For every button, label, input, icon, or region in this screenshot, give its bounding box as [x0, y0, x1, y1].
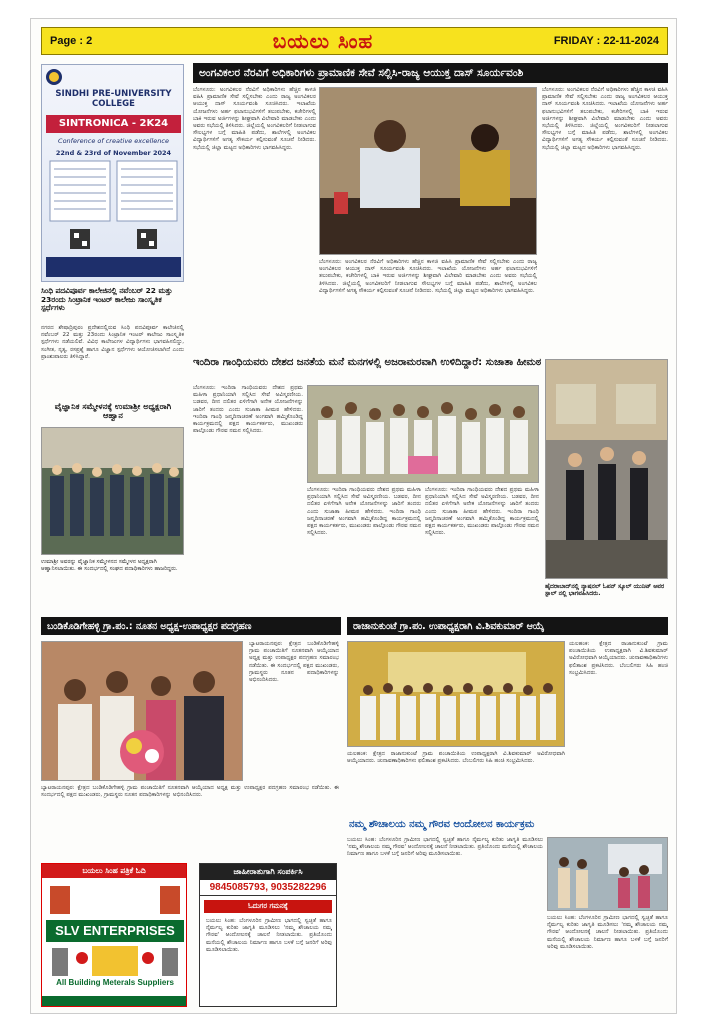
- slv-ad-company-name: SLV ENTERPRISES: [46, 920, 184, 942]
- sindhi-body: ನಗರದ ಶೇಷಾದ್ರಿಪುರಂ ಪ್ರದೇಶದಲ್ಲಿರುವ ಸಿಂಧಿ ಪದವಿಪೂರ್ವ ಕಾಲೇಜಿನಲ್ಲಿ ನವೆಂಬರ್ 22 ಮತ್ತು 23ರಂದು ಸಿಂಟ್ರಾನಿಕ ಇಂಟರ್ ಕಾಲೇಜು ಸಾಂಸ್ಕೃತಿಕ ಸ್ಪರ್ಧೆಗಳು ನಡೆಯಲಿವೆ. ವಿವಿಧ ಕಾಲೇಜುಗಳ ವಿದ್ಯಾರ್ಥಿಗಳು ಭಾಗವಹಿಸಲಿದ್ದು, ಸಂಗೀತ, ನೃತ್ಯ, ರಸಪ್ರಶ್ನೆ ಹಾಗೂ ವಿಜ್ಞಾನ ಸ್ಪರ್ಧೆಗಳು ಆಯೋಜಿಸಲಾಗಿದೆ ಎಂದು ಪ್ರಾಂಶುಪಾಲರು ತಿಳಿಸಿದ್ದಾರೆ.: [41, 325, 184, 360]
- classified-ad-notice-bar: ಓದುಗರ ಗಮನಕ್ಕೆ: [204, 900, 332, 913]
- hyderabad-photo: [545, 359, 668, 579]
- indira-headline: ಇಂದಿರಾ ಗಾಂಧಿಯವರು ದೇಶದ ಜನತೆಯ ಮನೆ ಮನಗಳಲ್ಲಿ ಅಜರಾಮರವಾಗಿ ಉಳಿದಿದ್ದಾರೆ: ಸುಜಾತಾ ಹೀಮಠ: [193, 357, 542, 368]
- bandikodigehalli-headline: ಬಂಡಿಕೊಡಿಗೇಹಳ್ಳಿ ಗ್ರಾ.ಪಂ.: ನೂತನ ಅಧ್ಯಕ್ಷ-ಉಪಾಧ್ಯಕ್ಷರ ಪದಗ್ರಹಣ: [41, 617, 341, 635]
- newspaper-title: ಬಯಲು ಸಿಂಹ: [272, 29, 374, 53]
- lead-photo: [319, 87, 537, 255]
- felicitation-photo-illustration: [42, 642, 243, 781]
- shouchalaya-body-left: ಬಯಲು ಸಿಂಹ: ಬೆಂಗಳೂರಿನ ಗ್ರಾಮೀಣ ಭಾಗದಲ್ಲಿ ಸ್ವಚ್ಛತೆ ಹಾಗೂ ನೈರ್ಮಲ್ಯ ಕುರಿತು ಜಾಗೃತಿ ಮೂಡಿಸಲು 'ನಮ್ಮ ಶೌಚಾಲಯ ನಮ್ಮ ಗೌರವ' ಆಂದೋಲನಕ್ಕೆ ಚಾಲನೆ ನೀಡಲಾಯಿತು. ಪ್ರತಿಯೊಂದು ಮನೆಯಲ್ಲಿ ಶೌಚಾಲಯ ನಿರ್ಮಾಣ ಹಾಗೂ ಬಳಕೆ ಬಗ್ಗೆ ಜನರಿಗೆ ಅರಿವು ಮೂಡಿಸಲಾಯಿತು.: [347, 837, 543, 858]
- classified-ad-phone: 9845085793, 9035282296: [200, 880, 336, 896]
- lead-body-col1: ಬೆಂಗಳೂರು: ಅಂಗವಿಕಲರ ನೆರವಿಗೆ ಅಧಿಕಾರಿಗಳು ಹೆಚ್ಚಿನ ಕಾಳಜಿ ವಹಿಸಿ ಪ್ರಾಮಾಣಿಕ ಸೇವೆ ಸಲ್ಲಿಸಬೇಕು ಎಂದು ರಾಜ್ಯ ಅಂಗವಿಕಲರ ಆಯುಕ್ತ ದಾಸ್ ಸೂರ್ಯವಂಶಿ ಸೂಚಿಸಿದರು. ಇಲಾಖೆಯ ಯೋಜನೆಗಳು ಅರ್ಹ ಫಲಾನುಭವಿಗಳಿಗೆ ತಲುಪಬೇಕು, ಕಚೇರಿಗಳಲ್ಲಿ ಬಾಕಿ ಇರುವ ಅರ್ಜಿಗಳನ್ನು ಶೀಘ್ರವಾಗಿ ವಿಲೇವಾರಿ ಮಾಡಬೇಕು ಎಂದು ಅವರು ಸಭೆಯಲ್ಲಿ ತಿಳಿಸಿದರು. ಜಿಲ್ಲೆಯಲ್ಲಿ ಅಂಗವಿಕಲರಿಗೆ ನೀಡಲಾಗುವ ಸೌಲಭ್ಯಗಳ ಬಗ್ಗೆ ಮಾಹಿತಿ ಪಡೆದು, ಶಾಲೆಗಳಲ್ಲಿ ಅಂಗವಿಕಲ ವಿದ್ಯಾರ್ಥಿಗಳಿಗೆ ಅಗತ್ಯ ಸೌಕರ್ಯ ಕಲ್ಪಿಸುವಂತೆ ಸೂಚನೆ ನೀಡಿದರು. ಸಭೆಯಲ್ಲಿ ಜಿಲ್ಲಾ ಮಟ್ಟದ ಅಧಿಕಾರಿಗಳು ಭಾಗವಹಿಸಿದ್ದರು.: [193, 87, 316, 151]
- group-photo-illustration: [42, 428, 184, 555]
- indira-body-col1: ಬೆಂಗಳೂರು: ಇಂದಿರಾ ಗಾಂಧಿಯವರು ದೇಶದ ಪ್ರಥಮ ಮಹಿಳಾ ಪ್ರಧಾನಿಯಾಗಿ ಸಲ್ಲಿಸಿದ ಸೇವೆ ಅವಿಸ್ಮರಣೀಯ. ಬಡವರ, ದೀನ ದಲಿತರ ಏಳಿಗೆಗಾಗಿ ಅನೇಕ ಯೋಜನೆಗಳನ್ನು ಜಾರಿಗೆ ತಂದರು ಎಂದು ಸುಜಾತಾ ಹೀಮಠ ಹೇಳಿದರು. ಇಂದಿರಾ ಗಾಂಧಿ ಜನ್ಮದಿನಾಚರಣೆ ಅಂಗವಾಗಿ ಹಮ್ಮಿಕೊಂಡಿದ್ದ ಕಾರ್ಯಕ್ರಮದಲ್ಲಿ ಪಕ್ಷದ ಕಾರ್ಯಕರ್ತರು, ಮುಖಂಡರು ಪಾಲ್ಗೊಂಡು ಗೌರವ ನಮನ ಸಲ್ಲಿಸಿದರು.: [193, 385, 303, 435]
- rajanakunte-photo: [347, 641, 565, 747]
- indira-body-col3: ಬೆಂಗಳೂರು: ಇಂದಿರಾ ಗಾಂಧಿಯವರು ದೇಶದ ಪ್ರಥಮ ಮಹಿಳಾ ಪ್ರಧಾನಿಯಾಗಿ ಸಲ್ಲಿಸಿದ ಸೇವೆ ಅವಿಸ್ಮರಣೀಯ. ಬಡವರ, ದೀನ ದಲಿತರ ಏಳಿಗೆಗಾಗಿ ಅನೇಕ ಯೋಜನೆಗಳನ್ನು ಜಾರಿಗೆ ತಂದರು ಎಂದು ಸುಜಾತಾ ಹೀಮಠ ಹೇಳಿದರು. ಇಂದಿರಾ ಗಾಂಧಿ ಜನ್ಮದಿನಾಚರಣೆ ಅಂಗವಾಗಿ ಹಮ್ಮಿಕೊಂಡಿದ್ದ ಕಾರ್ಯಕ್ರಮದಲ್ಲಿ ಪಕ್ಷದ ಕಾರ್ಯಕರ್ತರು, ಮುಖಂಡರು ಪಾಲ್ಗೊಂಡು ಗೌರವ ನಮನ ಸಲ್ಲಿಸಿದರು.: [425, 487, 539, 537]
- office-group-illustration: [348, 642, 565, 747]
- awareness-event-illustration: [548, 838, 668, 911]
- newspaper-page: [30, 18, 677, 1014]
- lead-headline: ಅಂಗವಿಕಲರ ನೆರವಿಗೆ ಅಧಿಕಾರಿಗಳು ಪ್ರಾಮಾಣಿಕ ಸೇವೆ ಸಲ್ಲಿಸಿ-ರಾಜ್ಯ ಆಯುಕ್ತ ದಾಸ್ ಸೂರ್ಯವಂಶಿ: [193, 63, 668, 83]
- classified-ad-notice-text: ಬಯಲು ಸಿಂಹ: ಬೆಂಗಳೂರಿನ ಗ್ರಾಮೀಣ ಭಾಗದಲ್ಲಿ ಸ್ವಚ್ಛತೆ ಹಾಗೂ ನೈರ್ಮಲ್ಯ ಕುರಿತು ಜಾಗೃತಿ ಮೂಡಿಸಲು 'ನಮ್ಮ ಶೌಚಾಲಯ ನಮ್ಮ ಗೌರವ' ಆಂದೋಲನಕ್ಕೆ ಚಾಲನೆ ನೀಡಲಾಯಿತು. ಪ್ರತಿಯೊಂದು ಮನೆಯಲ್ಲಿ ಶೌಚಾಲಯ ನಿರ್ಮಾಣ ಹಾಗೂ ಬಳಕೆ ಬಗ್ಗೆ ಜನರಿಗೆ ಅರಿವು ಮೂಡಿಸಲಾಯಿತು.: [206, 918, 332, 953]
- bandikodigehalli-body-bottom: ಬ್ಯಾಟರಾಯನಪುರ: ಕ್ಷೇತ್ರದ ಬಂಡಿಕೊಡಿಗೇಹಳ್ಳಿ ಗ್ರಾಮ ಪಂಚಾಯಿತಿಗೆ ನೂತನವಾಗಿ ಆಯ್ಕೆಯಾದ ಅಧ್ಯಕ್ಷ ಮತ್ತು ಉಪಾಧ್ಯಕ್ಷರ ಪದಗ್ರಹಣ ಸಮಾರಂಭ ನಡೆಯಿತು. ಈ ಸಂದರ್ಭದಲ್ಲಿ ಪಕ್ಷದ ಮುಖಂಡರು, ಗ್ರಾಮಸ್ಥರು ನೂತನ ಪದಾಧಿಕಾರಿಗಳನ್ನು ಅಭಿನಂದಿಸಿದರು.: [41, 785, 339, 799]
- rajanakunte-body-bottom: ಯಲಹಂಕ: ಕ್ಷೇತ್ರದ ರಾಜಾನುಕುಂಟೆ ಗ್ರಾಮ ಪಂಚಾಯಿತಿಯ ಉಪಾಧ್ಯಕ್ಷರಾಗಿ ವಿ.ಶಿವಕುಮಾರ್ ಅವಿರೋಧವಾಗಿ ಆಯ್ಕೆಯಾದರು. ಚುನಾವಣಾಧಿಕಾರಿಗಳು ಫಲಿತಾಂಶ ಪ್ರಕಟಿಸಿದರು. ಬೆಂಬಲಿಗರು ಸಿಹಿ ಹಂಚಿ ಸಂಭ್ರಮಿಸಿದರು.: [347, 751, 565, 765]
- meeting-photo-illustration: [320, 88, 537, 255]
- rajanakunte-headline: ರಾಜಾನುಕುಂಟೆ ಗ್ರಾ.ಪಂ. ಉಪಾಧ್ಯಕ್ಷರಾಗಿ ವಿ.ಶಿವಕುಮಾರ್ ಆಯ್ಕೆ: [347, 617, 668, 635]
- indira-body-col2: ಬೆಂಗಳೂರು: ಇಂದಿರಾ ಗಾಂಧಿಯವರು ದೇಶದ ಪ್ರಥಮ ಮಹಿಳಾ ಪ್ರಧಾನಿಯಾಗಿ ಸಲ್ಲಿಸಿದ ಸೇವೆ ಅವಿಸ್ಮರಣೀಯ. ಬಡವರ, ದೀನ ದಲಿತರ ಏಳಿಗೆಗಾಗಿ ಅನೇಕ ಯೋಜನೆಗಳನ್ನು ಜಾರಿಗೆ ತಂದರು ಎಂದು ಸುಜಾತಾ ಹೀಮಠ ಹೇಳಿದರು. ಇಂದಿರಾ ಗಾಂಧಿ ಜನ್ಮದಿನಾಚರಣೆ ಅಂಗವಾಗಿ ಹಮ್ಮಿಕೊಂಡಿದ್ದ ಕಾರ್ಯಕ್ರಮದಲ್ಲಿ ಪಕ್ಷದ ಕಾರ್ಯಕರ್ತರು, ಮುಖಂಡರು ಪಾಲ್ಗೊಂಡು ಗೌರವ ನಮನ ಸಲ್ಲಿಸಿದರು.: [307, 487, 421, 537]
- slv-ad-tagline: All Building Meterals Suppliers: [56, 978, 174, 987]
- issue-date: FRIDAY : 22-11-2024: [553, 35, 659, 47]
- masthead: [41, 27, 668, 55]
- hyderabad-caption: ಹೈದರಾಬಾದ್‌ನಲ್ಲಿ ನ್ಯಾಷನಲ್ ಓಪನ್ ಸ್ಕೂಲ್ ಯುನಿಟ್ ಅವರ ಸ್ಟಾಲ್ ನಲ್ಲಿ ಭಾಗವಹಿಸಿದರು.: [545, 583, 665, 597]
- flyer-event-name: SINTRONICA - 2K24: [46, 115, 181, 133]
- stall-photo-illustration: [546, 360, 668, 579]
- flyer-dates: 22nd & 23rd of November 2024: [55, 149, 172, 157]
- lead-body-col2: ಬೆಂಗಳೂರು: ಅಂಗವಿಕಲರ ನೆರವಿಗೆ ಅಧಿಕಾರಿಗಳು ಹೆಚ್ಚಿನ ಕಾಳಜಿ ವಹಿಸಿ ಪ್ರಾಮಾಣಿಕ ಸೇವೆ ಸಲ್ಲಿಸಬೇಕು ಎಂದು ರಾಜ್ಯ ಅಂಗವಿಕಲರ ಆಯುಕ್ತ ದಾಸ್ ಸೂರ್ಯವಂಶಿ ಸೂಚಿಸಿದರು. ಇಲಾಖೆಯ ಯೋಜನೆಗಳು ಅರ್ಹ ಫಲಾನುಭವಿಗಳಿಗೆ ತಲುಪಬೇಕು, ಕಚೇರಿಗಳಲ್ಲಿ ಬಾಕಿ ಇರುವ ಅರ್ಜಿಗಳನ್ನು ಶೀಘ್ರವಾಗಿ ವಿಲೇವಾರಿ ಮಾಡಬೇಕು ಎಂದು ಅವರು ಸಭೆಯಲ್ಲಿ ತಿಳಿಸಿದರು. ಜಿಲ್ಲೆಯಲ್ಲಿ ಅಂಗವಿಕಲರಿಗೆ ನೀಡಲಾಗುವ ಸೌಲಭ್ಯಗಳ ಬಗ್ಗೆ ಮಾಹಿತಿ ಪಡೆದು, ಶಾಲೆಗಳಲ್ಲಿ ಅಂಗವಿಕಲ ವಿದ್ಯಾರ್ಥಿಗಳಿಗೆ ಅಗತ್ಯ ಸೌಕರ್ಯ ಕಲ್ಪಿಸುವಂತೆ ಸೂಚನೆ ನೀಡಿದರು. ಸಭೆಯಲ್ಲಿ ಜಿಲ್ಲಾ ಮಟ್ಟದ ಅಧಿಕಾರಿಗಳು ಭಾಗವಹಿಸಿದ್ದರು.: [319, 259, 537, 294]
- sindhi-headline: ಸಿಂಧಿ ಪದವಿಪೂರ್ವ ಕಾಲೇಜಿನಲ್ಲಿ ನವೆಂಬರ್ 22 ಮತ್ತು 23ರಂದು ಸಿಂಟ್ರಾನಿಕ ಇಂಟರ್ ಕಾಲೇಜು ಸಾಂಸ್ಕೃತಿಕ ಸ್ಪರ್ಧೆಗಳು: [41, 286, 173, 313]
- vaijnanika-headline: ವೈಜ್ಞಾನಿಕ ಸಮ್ಮೇಳನಕ್ಕೆ ಉಮಾಶ್ರೀ ಅಧ್ಯಕ್ಷರಾಗಿ ಆಹ್ವಾನ: [54, 401, 172, 421]
- shouchalaya-body-right: ಬಯಲು ಸಿಂಹ: ಬೆಂಗಳೂರಿನ ಗ್ರಾಮೀಣ ಭಾಗದಲ್ಲಿ ಸ್ವಚ್ಛತೆ ಹಾಗೂ ನೈರ್ಮಲ್ಯ ಕುರಿತು ಜಾಗೃತಿ ಮೂಡಿಸಲು 'ನಮ್ಮ ಶೌಚಾಲಯ ನಮ್ಮ ಗೌರವ' ಆಂದೋಲನಕ್ಕೆ ಚಾಲನೆ ನೀಡಲಾಯಿತು. ಪ್ರತಿಯೊಂದು ಮನೆಯಲ್ಲಿ ಶೌಚಾಲಯ ನಿರ್ಮಾಣ ಹಾಗೂ ಬಳಕೆ ಬಗ್ಗೆ ಜನರಿಗೆ ಅರಿವು ಮೂಡಿಸಲಾಯಿತು.: [547, 915, 668, 950]
- bandikodigehalli-body-right: ಬ್ಯಾಟರಾಯನಪುರ: ಕ್ಷೇತ್ರದ ಬಂಡಿಕೊಡಿಗೇಹಳ್ಳಿ ಗ್ರಾಮ ಪಂಚಾಯಿತಿಗೆ ನೂತನವಾಗಿ ಆಯ್ಕೆಯಾದ ಅಧ್ಯಕ್ಷ ಮತ್ತು ಉಪಾಧ್ಯಕ್ಷರ ಪದಗ್ರಹಣ ಸಮಾರಂಭ ನಡೆಯಿತು. ಈ ಸಂದರ್ಭದಲ್ಲಿ ಪಕ್ಷದ ಮುಖಂಡರು, ಗ್ರಾಮಸ್ಥರು ನೂತನ ಪದಾಧಿಕಾರಿಗಳನ್ನು ಅಭಿನಂದಿಸಿದರು.: [249, 641, 339, 684]
- sintronica-flyer: [41, 64, 184, 282]
- slv-enterprises-ad: [41, 863, 187, 1007]
- shouchalaya-photo: [547, 837, 668, 911]
- indira-photo: [307, 385, 539, 483]
- building-materials-icon: [42, 878, 187, 1007]
- vaijnanika-photo: [41, 427, 184, 555]
- lead-body-col3: ಬೆಂಗಳೂರು: ಅಂಗವಿಕಲರ ನೆರವಿಗೆ ಅಧಿಕಾರಿಗಳು ಹೆಚ್ಚಿನ ಕಾಳಜಿ ವಹಿಸಿ ಪ್ರಾಮಾಣಿಕ ಸೇವೆ ಸಲ್ಲಿಸಬೇಕು ಎಂದು ರಾಜ್ಯ ಅಂಗವಿಕಲರ ಆಯುಕ್ತ ದಾಸ್ ಸೂರ್ಯವಂಶಿ ಸೂಚಿಸಿದರು. ಇಲಾಖೆಯ ಯೋಜನೆಗಳು ಅರ್ಹ ಫಲಾನುಭವಿಗಳಿಗೆ ತಲುಪಬೇಕು, ಕಚೇರಿಗಳಲ್ಲಿ ಬಾಕಿ ಇರುವ ಅರ್ಜಿಗಳನ್ನು ಶೀಘ್ರವಾಗಿ ವಿಲೇವಾರಿ ಮಾಡಬೇಕು ಎಂದು ಅವರು ಸಭೆಯಲ್ಲಿ ತಿಳಿಸಿದರು. ಜಿಲ್ಲೆಯಲ್ಲಿ ಅಂಗವಿಕಲರಿಗೆ ನೀಡಲಾಗುವ ಸೌಲಭ್ಯಗಳ ಬಗ್ಗೆ ಮಾಹಿತಿ ಪಡೆದು, ಶಾಲೆಗಳಲ್ಲಿ ಅಂಗವಿಕಲ ವಿದ್ಯಾರ್ಥಿಗಳಿಗೆ ಅಗತ್ಯ ಸೌಕರ್ಯ ಕಲ್ಪಿಸುವಂತೆ ಸೂಚನೆ ನೀಡಿದರು. ಸಭೆಯಲ್ಲಿ ಜಿಲ್ಲಾ ಮಟ್ಟದ ಅಧಿಕಾರಿಗಳು ಭಾಗವಹಿಸಿದ್ದರು.: [542, 87, 668, 151]
- slv-ad-top-banner: ಬಯಲು ಸಿಂಹ ಪತ್ರಿಕೆ ಓದಿ: [42, 864, 186, 878]
- flyer-subtitle: Conference of creative excellence: [58, 137, 169, 145]
- page-number: Page : 2: [50, 35, 93, 47]
- shouchalaya-headline: ನಮ್ಮ ಶೌಚಾಲಯ ನಮ್ಮ ಗೌರವ ಆಂದೋಲನ ಕಾರ್ಯಕ್ರಮ: [349, 819, 535, 830]
- bandikodigehalli-photo: [41, 641, 243, 781]
- rajanakunte-body-right: ಯಲಹಂಕ: ಕ್ಷೇತ್ರದ ರಾಜಾನುಕುಂಟೆ ಗ್ರಾಮ ಪಂಚಾಯಿತಿಯ ಉಪಾಧ್ಯಕ್ಷರಾಗಿ ವಿ.ಶಿವಕುಮಾರ್ ಅವಿರೋಧವಾಗಿ ಆಯ್ಕೆಯಾದರು. ಚುನಾವಣಾಧಿಕಾರಿಗಳು ಫಲಿತಾಂಶ ಪ್ರಕಟಿಸಿದರು. ಬೆಂಬಲಿಗರು ಸಿಹಿ ಹಂಚಿ ಸಂಭ್ರಮಿಸಿದರು.: [569, 641, 668, 676]
- classified-ad: [199, 863, 337, 1007]
- vaijnanika-caption: ಉಮಾಶ್ರೀ ಅವರನ್ನು ವೈಜ್ಞಾನಿಕ ಸಮ್ಮೇಳನದ ಸಮ್ಮೇಳನ ಅಧ್ಯಕ್ಷರಾಗಿ ಆಹ್ವಾನಿಸಲಾಯಿತು. ಈ ಸಂದರ್ಭದಲ್ಲಿ ಸಂಘದ ಪದಾಧಿಕಾರಿಗಳು ಹಾಜರಿದ್ದರು.: [41, 559, 178, 572]
- classified-ad-heading: ಜಾಹೀರಾತುಗಾಗಿ ಸಂಪರ್ಕಿಸಿ: [200, 864, 336, 880]
- indira-event-illustration: [308, 386, 539, 483]
- flyer-college-name: SINDHI PRE-UNIVERSITY COLLEGE: [55, 89, 172, 109]
